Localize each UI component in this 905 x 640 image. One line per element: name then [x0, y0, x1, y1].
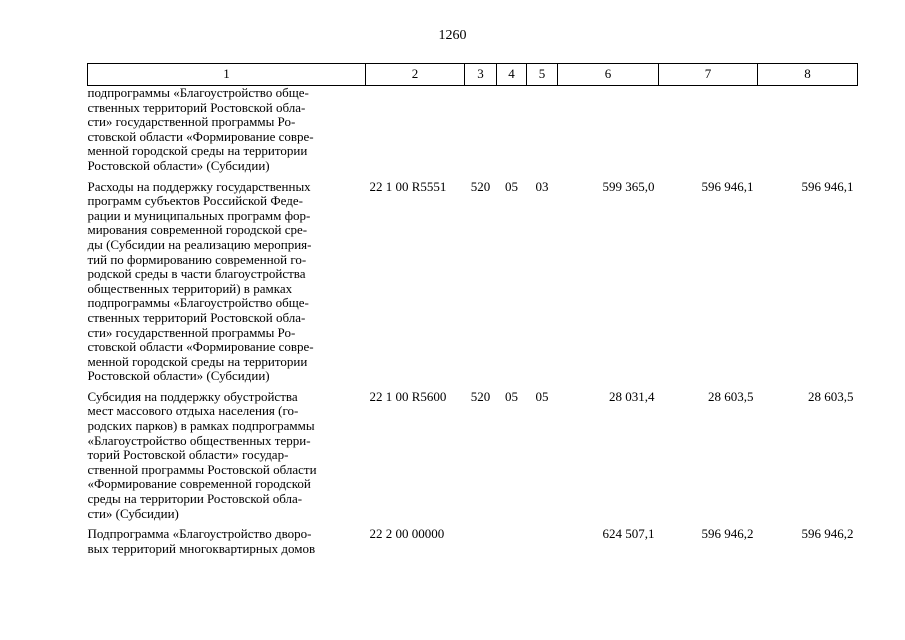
description-line: ственных территорий Ростовской обла- [87, 309, 306, 325]
description-line: менной городской среды на территории [87, 143, 308, 159]
subsection-code: 03 [535, 178, 549, 194]
description-line: сти» государственной программы Ро- [87, 114, 296, 130]
amount-col7: 596 946,1 [701, 178, 754, 194]
expense-type [465, 527, 497, 556]
column-header: 5 [527, 64, 558, 86]
description-line: ды (Субсидии на реализацию мероприя- [87, 236, 312, 252]
description-line: мирования современной городской сре- [87, 222, 308, 238]
expense-type [465, 86, 497, 174]
description-line: менной городской среды на территории [87, 353, 308, 369]
row-description [88, 180, 366, 384]
column-header: 6 [558, 64, 659, 86]
column-header: 2 [366, 64, 465, 86]
target-code: 22 1 00 R5551 [369, 178, 447, 194]
row-description [88, 527, 366, 556]
row-description [88, 390, 366, 521]
section-code: 05 [505, 178, 518, 194]
table-row [88, 390, 858, 521]
section-code [497, 527, 527, 556]
description-line: «Благоустройство общественных терри- [87, 432, 311, 448]
description-line: ственных территорий Ростовской обла- [87, 99, 306, 115]
description-line: подпрограммы «Благоустройство обще- [87, 85, 309, 100]
column-header: 4 [497, 64, 527, 86]
budget-table [87, 63, 858, 556]
description-line: родских парков) в рамках подпрограммы [87, 418, 315, 434]
amount-col7 [659, 86, 758, 174]
description-line: среды на территории Ростовской обла- [87, 491, 303, 507]
expense-type: 520 [470, 388, 491, 404]
amount-col7: 596 946,2 [701, 526, 754, 542]
description-line: подпрограммы «Благоустройство обще- [87, 295, 309, 311]
description-line: стовской области «Формирование совре- [87, 339, 314, 355]
amount-col7: 28 603,5 [708, 388, 754, 404]
amount-col8 [758, 86, 858, 174]
description-line: стовской области «Формирование совре- [87, 128, 314, 144]
description-line: тий по формированию современной го- [87, 251, 307, 267]
table-row [88, 180, 858, 384]
page-number: 1260 [438, 28, 467, 43]
target-code: 22 1 00 R5600 [369, 388, 447, 404]
table-row [88, 527, 858, 556]
amount-col6 [558, 86, 659, 174]
amount-col8: 596 946,2 [801, 526, 854, 542]
subsection-code [527, 527, 558, 556]
description-line: «Формирование современной городской [87, 476, 311, 492]
description-line: общественных территорий) в рамках [87, 280, 293, 296]
subsection-code [527, 86, 558, 174]
table-row [88, 86, 858, 174]
amount-col8: 28 603,5 [808, 388, 854, 404]
description-line: родской среды в части благоустройства [87, 266, 306, 282]
description-line: вых территорий многоквартирных домов [87, 540, 316, 556]
expense-type: 520 [470, 178, 491, 194]
column-header: 1 [88, 64, 366, 86]
description-line: рации и муниципальных программ фор- [87, 207, 311, 223]
target-code: 22 2 00 00000 [369, 526, 445, 542]
description-line: Субсидия на поддержку обустройства [87, 388, 298, 404]
description-line: мест массового отдыха населения (го- [87, 403, 299, 419]
target-code [366, 86, 465, 174]
description-line: сти» государственной программы Ро- [87, 324, 296, 340]
section-code [497, 86, 527, 174]
column-header: 8 [758, 64, 858, 86]
amount-col8: 596 946,1 [801, 178, 854, 194]
subsection-code: 05 [535, 388, 549, 404]
description-line: Расходы на поддержку государственных [87, 178, 311, 194]
table-body [88, 86, 858, 557]
amount-col6: 28 031,4 [609, 388, 655, 404]
amount-col6: 599 365,0 [602, 178, 655, 194]
description-line: программ субъектов Российской Феде- [87, 193, 303, 209]
column-number-row [88, 64, 858, 86]
description-line: сти» (Субсидии) [87, 505, 179, 521]
table-header [88, 64, 858, 86]
column-header: 3 [465, 64, 497, 86]
amount-col6: 624 507,1 [602, 526, 655, 542]
row-description [88, 86, 366, 174]
description-line: Подпрограмма «Благоустройство дворо- [87, 526, 312, 542]
column-header: 7 [659, 64, 758, 86]
description-line: Ростовской области» (Субсидии) [87, 157, 270, 173]
section-code: 05 [505, 388, 518, 404]
description-line: Ростовской области» (Субсидии) [87, 368, 270, 384]
description-line: торий Ростовской области» государ- [87, 447, 289, 463]
description-line: ственной программы Ростовской области [87, 461, 317, 477]
